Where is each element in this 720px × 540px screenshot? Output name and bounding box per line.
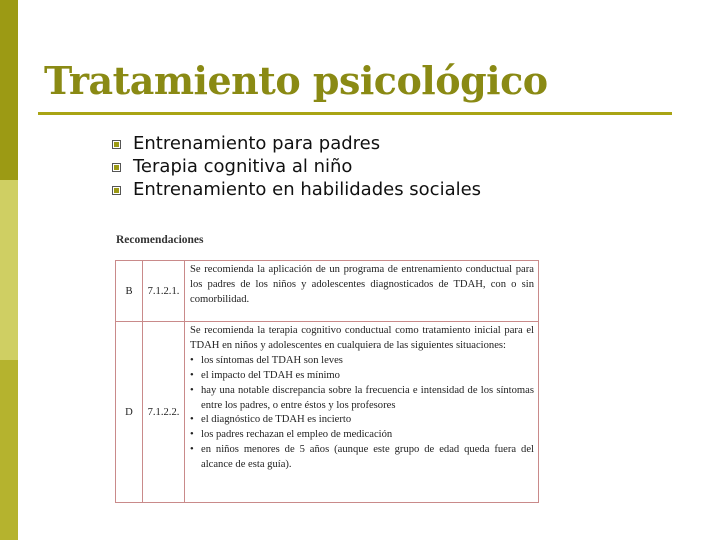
- square-bullet-icon: [112, 163, 121, 172]
- list-item: • en niños menores de 5 años (aunque este grupo de edad queda fuera del alcance de esta guía).: [190, 443, 534, 473]
- slide-title: Tratamiento psicológico: [44, 58, 548, 103]
- evidence-grade: D: [116, 322, 143, 503]
- list-item: • hay una notable discrepancia sobre la frecuencia e intensidad de los síntomas entre los padres, o entre éstos y los profesores: [190, 384, 534, 414]
- recommendation-text: [185, 322, 539, 503]
- title-underline: [38, 112, 672, 115]
- bullet-text: Terapia cognitiva al niño: [133, 156, 353, 177]
- list-item: • el diagnóstico de TDAH es incierto: [190, 413, 534, 428]
- bullet-item: [110, 132, 481, 155]
- bullet-list: [110, 132, 481, 201]
- situation-list: [190, 354, 534, 473]
- bullet-item: [110, 178, 481, 201]
- list-item: • el impacto del TDAH es mínimo: [190, 369, 534, 384]
- square-bullet-icon: [112, 140, 121, 149]
- list-item: • los padres rechazan el empleo de medicación: [190, 428, 534, 443]
- sidebar-decoration-bottom: [0, 360, 18, 540]
- square-bullet-icon: [112, 186, 121, 195]
- bullet-text: Entrenamiento en habilidades sociales: [133, 179, 482, 200]
- bullet-item: [110, 155, 481, 178]
- sidebar-decoration-middle: [0, 180, 18, 360]
- evidence-grade: B: [116, 261, 143, 322]
- table-row: [116, 322, 539, 503]
- recommendation-code: 7.1.2.2.: [143, 322, 185, 503]
- bullet-text: Entrenamiento para padres: [133, 133, 381, 154]
- recommendation-intro: Se recomienda la terapia cognitivo conductual como tratamiento inicial para el TDAH en niños y adolescentes en cualquiera de las siguientes situaciones:: [190, 325, 534, 351]
- recommendation-code: 7.1.2.1.: [143, 261, 185, 322]
- sidebar-decoration-top: [0, 0, 18, 180]
- recommendations-heading: Recomendaciones: [116, 234, 204, 246]
- table-row: [116, 261, 539, 322]
- recommendations-table: [115, 260, 539, 503]
- recommendation-text: Se recomienda la aplicación de un programa de entrenamiento conductual para los padres de los niños y adolescentes diagnosticados de TDAH, con o sin comorbilidad.: [185, 261, 539, 322]
- list-item: • los síntomas del TDAH son leves: [190, 354, 534, 369]
